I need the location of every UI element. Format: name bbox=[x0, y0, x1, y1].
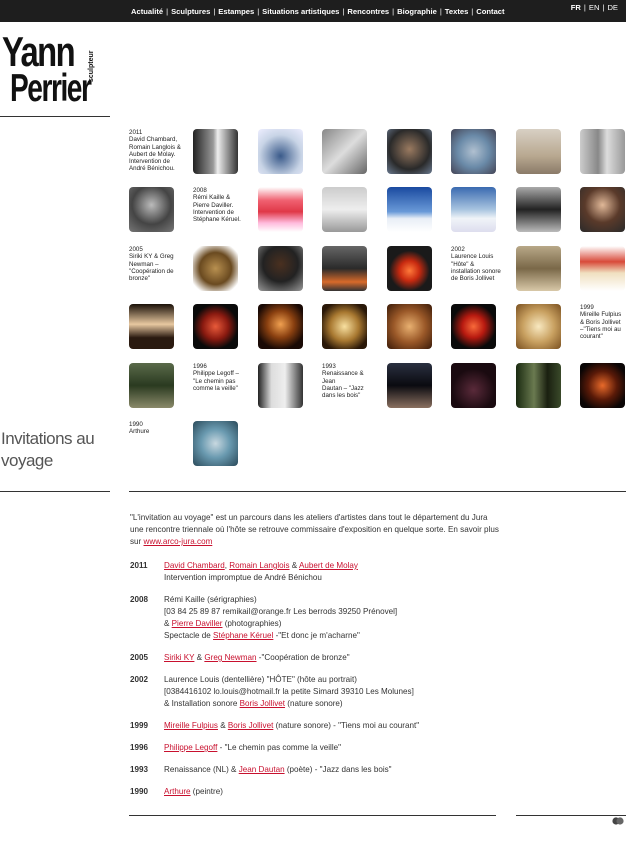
caption-text: 2011 bbox=[129, 129, 143, 136]
thumbnail-image bbox=[193, 421, 238, 466]
divider bbox=[0, 491, 110, 492]
caption-text: Pierre Daviller. bbox=[193, 201, 234, 209]
entry-year: 2008 bbox=[130, 595, 149, 604]
nav-estampes[interactable]: Estampes bbox=[218, 7, 255, 16]
thumbnail-image bbox=[451, 129, 496, 174]
thumbnail-image bbox=[129, 304, 174, 349]
caption-text: "Coopération de bbox=[129, 267, 174, 275]
thumbnail-image bbox=[451, 304, 496, 349]
site-logo[interactable] bbox=[2, 28, 114, 110]
entry-year: 2011 bbox=[130, 561, 148, 570]
caption-2008 bbox=[193, 187, 249, 232]
creative-commons-icon[interactable] bbox=[612, 817, 624, 825]
caption-text: David Chambard, bbox=[129, 136, 178, 144]
entry-1993 bbox=[130, 764, 510, 776]
text: & bbox=[217, 721, 228, 730]
text: Rémi Kaille (sérigraphies) bbox=[164, 595, 257, 604]
caption-text: Arthure bbox=[129, 428, 150, 436]
thumbnail[interactable] bbox=[387, 129, 432, 174]
nav-separator: | bbox=[257, 7, 260, 16]
thumbnail-image bbox=[580, 129, 625, 174]
nav-sculptures[interactable]: Sculptures bbox=[171, 7, 211, 16]
text: (peintre) bbox=[190, 787, 223, 796]
caption-1993 bbox=[322, 363, 378, 408]
caption-1990 bbox=[129, 421, 185, 466]
thumbnail-image bbox=[387, 246, 432, 291]
entry-year: 2002 bbox=[130, 675, 149, 684]
thumbnail[interactable] bbox=[387, 187, 432, 232]
caption-1996 bbox=[193, 363, 249, 408]
divider bbox=[0, 116, 110, 117]
thumbnail[interactable] bbox=[258, 187, 303, 232]
nav-biographie[interactable]: Biographie bbox=[397, 7, 437, 16]
caption-text: Siriki KY & Greg bbox=[129, 253, 174, 261]
thumbnail[interactable] bbox=[258, 363, 303, 408]
thumbnail[interactable] bbox=[451, 187, 496, 232]
entry-year: 1999 bbox=[130, 721, 149, 730]
thumbnail-image bbox=[580, 187, 625, 232]
nav-separator: | bbox=[342, 7, 345, 16]
caption-text: Renaissance & Jean bbox=[322, 370, 364, 385]
thumbnail-image bbox=[387, 129, 432, 174]
thumbnail[interactable] bbox=[516, 304, 561, 349]
thumbnail[interactable] bbox=[193, 246, 238, 291]
entry-2011 bbox=[130, 560, 510, 584]
caption-text: Dautan – "Jazz bbox=[322, 384, 364, 392]
caption-text: "Hôte" & bbox=[451, 260, 475, 268]
text: (poète) - "Jazz dans les bois" bbox=[284, 765, 392, 774]
thumbnail[interactable] bbox=[193, 129, 238, 174]
caption-text: "Le chemin pas bbox=[193, 377, 236, 385]
thumbnail-image bbox=[193, 246, 238, 291]
thumbnail[interactable] bbox=[387, 363, 432, 408]
lang-en[interactable]: EN bbox=[588, 3, 600, 12]
caption-text: 1993 bbox=[322, 363, 336, 370]
lang-separator: | bbox=[602, 3, 605, 12]
logo-last-name: Perrier bbox=[10, 67, 91, 110]
thumbnail[interactable] bbox=[322, 304, 367, 349]
thumbnail[interactable] bbox=[451, 304, 496, 349]
caption-text: Mireille Fulpius bbox=[580, 311, 622, 319]
link-pierre-daviller[interactable]: Pierre Daviller bbox=[171, 619, 223, 628]
caption-text: Rémi Kaille & bbox=[193, 194, 231, 202]
intro-text: "L'invitation au voyage" est un parcours dans les ateliers d'artistes dans tout le département du Jura une rencontre triennale où l'hôte se retrouve commissaire d'exposition en quelque sorte. En savoir plus sur bbox=[130, 513, 499, 546]
thumbnail-image bbox=[516, 304, 561, 349]
nav-separator: | bbox=[471, 7, 474, 16]
link-romain-langlois[interactable]: Romain Langlois bbox=[229, 561, 290, 570]
text: - "Le chemin pas comme la veille" bbox=[217, 743, 342, 752]
entry-year: 1993 bbox=[130, 765, 149, 774]
thumbnail[interactable] bbox=[129, 304, 174, 349]
thumbnail-image bbox=[129, 187, 174, 232]
caption-2002 bbox=[451, 246, 507, 291]
thumbnail[interactable] bbox=[516, 363, 561, 408]
text: (nature sonore) - "Tiens moi au courant" bbox=[273, 721, 420, 730]
thumbnail-image bbox=[387, 187, 432, 232]
nav-separator: | bbox=[213, 7, 216, 16]
entry-1999 bbox=[130, 720, 510, 732]
caption-text: Intervention de bbox=[129, 158, 170, 166]
text: & Installation sonore bbox=[164, 699, 240, 708]
main-nav bbox=[131, 7, 505, 16]
caption-2011 bbox=[129, 129, 185, 174]
link-david-chambard[interactable]: David Chambard bbox=[164, 561, 225, 570]
arco-jura-link[interactable]: www.arco-jura.com bbox=[143, 537, 213, 546]
thumbnail[interactable] bbox=[580, 246, 625, 291]
caption-text: Intervention de bbox=[193, 208, 234, 216]
caption-text: Aubert de Molay. bbox=[129, 150, 176, 158]
lang-fr[interactable]: FR bbox=[570, 3, 581, 12]
thumbnail-image bbox=[193, 304, 238, 349]
text: Renaissance (NL) & bbox=[164, 765, 239, 774]
entry-1996 bbox=[130, 742, 510, 754]
link-arthure[interactable]: Arthure bbox=[164, 787, 191, 796]
caption-text: bronze" bbox=[129, 275, 151, 283]
caption-text: Stéphane Kéruel. bbox=[193, 216, 241, 224]
entries-list bbox=[130, 560, 510, 808]
thumbnail[interactable] bbox=[322, 129, 367, 174]
thumbnail[interactable] bbox=[193, 304, 238, 349]
language-nav bbox=[571, 3, 618, 12]
thumbnail[interactable] bbox=[258, 246, 303, 291]
text: & bbox=[194, 653, 205, 662]
thumbnail-image bbox=[322, 304, 367, 349]
text: & bbox=[289, 561, 299, 570]
text: (photographies) bbox=[222, 619, 282, 628]
link-stephane-keruel[interactable]: Stéphane Kéruel bbox=[213, 631, 274, 640]
divider bbox=[129, 491, 626, 492]
nav-contact[interactable]: Contact bbox=[476, 7, 505, 16]
caption-text: 2008 bbox=[193, 187, 207, 194]
thumbnail-image bbox=[580, 363, 625, 408]
link-boris-jollivet[interactable]: Boris Jollivet bbox=[227, 721, 274, 730]
caption-text: 2002 bbox=[451, 246, 465, 253]
caption-text: Newman – bbox=[129, 260, 159, 268]
thumbnail-image bbox=[516, 363, 561, 408]
caption-text: installation sonore bbox=[451, 267, 501, 275]
text: Spectacle de bbox=[164, 631, 214, 640]
text: , bbox=[224, 561, 230, 570]
nav-rencontres[interactable]: Rencontres bbox=[347, 7, 390, 16]
thumbnail-image bbox=[322, 246, 367, 291]
link-aubert-de-molay[interactable]: Aubert de Molay bbox=[298, 561, 358, 570]
thumbnail-image bbox=[516, 129, 561, 174]
thumbnail-image bbox=[193, 129, 238, 174]
divider bbox=[129, 815, 496, 816]
section-title: Invitations au voyage bbox=[1, 429, 95, 470]
intro-paragraph bbox=[130, 512, 500, 548]
text: [03 84 25 89 87 remikail@orange.fr Les berrods 39250 Prénovel] bbox=[164, 607, 398, 616]
text: Intervention impromptue de André Bénichou bbox=[164, 573, 322, 582]
text: & bbox=[164, 619, 172, 628]
caption-text: Philippe Legoff – bbox=[193, 370, 239, 378]
logo-subtitle: sculpteur bbox=[88, 50, 95, 82]
top-bar bbox=[0, 0, 626, 22]
caption-text: comme la veille" bbox=[193, 384, 238, 392]
caption-2005 bbox=[129, 246, 185, 291]
nav-separator: | bbox=[439, 7, 442, 16]
thumbnail[interactable] bbox=[516, 246, 561, 291]
link-mireille-fulpius[interactable]: Mireille Fulpius bbox=[164, 721, 218, 730]
nav-separator: | bbox=[392, 7, 395, 16]
thumbnail[interactable] bbox=[516, 129, 561, 174]
entry-year: 1990 bbox=[130, 787, 149, 796]
thumbnail-image bbox=[258, 246, 303, 291]
caption-text: dans les bois" bbox=[322, 392, 361, 400]
text: [0384416102 lo.louis@hotmail.fr la petite Simard 39310 Les Molunes] bbox=[164, 687, 414, 696]
nav-textes[interactable]: Textes bbox=[444, 7, 469, 16]
entry-year: 1996 bbox=[130, 743, 149, 752]
thumbnail[interactable] bbox=[580, 187, 625, 232]
caption-text: 1999 bbox=[580, 304, 594, 311]
thumbnail[interactable] bbox=[516, 187, 561, 232]
thumbnail[interactable] bbox=[387, 304, 432, 349]
caption-text: courant" bbox=[580, 333, 603, 341]
thumbnail-image bbox=[258, 363, 303, 408]
caption-text: de Boris Jollivet bbox=[451, 275, 495, 283]
link-greg-newman[interactable]: Greg Newman bbox=[204, 653, 257, 662]
thumbnail-image bbox=[387, 363, 432, 408]
thumbnail-image bbox=[129, 363, 174, 408]
thumbnail[interactable] bbox=[258, 129, 303, 174]
thumbnail-image bbox=[451, 363, 496, 408]
thumbnail[interactable] bbox=[193, 421, 238, 466]
thumbnail[interactable] bbox=[129, 363, 174, 408]
caption-text: 1990 bbox=[129, 421, 143, 428]
caption-text: 2005 bbox=[129, 246, 143, 253]
entry-2002 bbox=[130, 674, 510, 710]
caption-1999 bbox=[580, 304, 626, 349]
caption-text: André Bénichou. bbox=[129, 165, 175, 173]
text: -"Coopération de bronze" bbox=[256, 653, 350, 662]
link-boris-jollivet[interactable]: Boris Jollivet bbox=[239, 699, 286, 708]
entry-2005 bbox=[130, 652, 510, 664]
thumbnail-image bbox=[516, 187, 561, 232]
lang-separator: | bbox=[583, 3, 586, 12]
thumbnail-image bbox=[451, 187, 496, 232]
text: (nature sonore) bbox=[285, 699, 343, 708]
text: -"Et donc je m'acharne" bbox=[273, 631, 360, 640]
caption-text: Laurence Louis bbox=[451, 253, 494, 261]
nav-separator: | bbox=[166, 7, 169, 16]
thumbnail[interactable] bbox=[451, 129, 496, 174]
link-philippe-legoff[interactable]: Philippe Legoff bbox=[164, 743, 218, 752]
link-jean-dautan[interactable]: Jean Dautan bbox=[238, 765, 285, 774]
caption-text: –"Tiens moi au bbox=[580, 325, 621, 333]
thumbnail[interactable] bbox=[129, 187, 174, 232]
thumbnail[interactable] bbox=[451, 363, 496, 408]
entry-year: 2005 bbox=[130, 653, 149, 662]
nav-situations[interactable]: Situations artistiques bbox=[262, 7, 340, 16]
thumbnail[interactable] bbox=[258, 304, 303, 349]
thumbnail[interactable] bbox=[580, 363, 625, 408]
thumbnail-image bbox=[580, 246, 625, 291]
thumbnail-image bbox=[258, 129, 303, 174]
entry-2008 bbox=[130, 594, 510, 642]
entry-1990 bbox=[130, 786, 510, 798]
caption-text: 1996 bbox=[193, 363, 207, 370]
link-siriki-ky[interactable]: Siriki KY bbox=[164, 653, 195, 662]
nav-actualite[interactable]: Actualité bbox=[131, 7, 164, 16]
thumbnail-image bbox=[322, 129, 367, 174]
thumbnail[interactable] bbox=[580, 129, 625, 174]
caption-text: Romain Langlois & bbox=[129, 143, 181, 151]
thumbnail[interactable] bbox=[322, 187, 367, 232]
text: Laurence Louis (dentellière) "HÔTE" (hôte au portrait) bbox=[164, 675, 357, 684]
logo-first-name: Yann bbox=[2, 28, 75, 75]
thumbnail[interactable] bbox=[322, 246, 367, 291]
caption-text: & Boris Jollivet bbox=[580, 318, 621, 326]
thumbnail-image bbox=[258, 187, 303, 232]
divider bbox=[516, 815, 626, 816]
lang-de[interactable]: DE bbox=[607, 3, 618, 12]
thumbnail[interactable] bbox=[387, 246, 432, 291]
thumbnail-image bbox=[258, 304, 303, 349]
thumbnail-image bbox=[387, 304, 432, 349]
thumbnail-image bbox=[322, 187, 367, 232]
thumbnail-image bbox=[516, 246, 561, 291]
